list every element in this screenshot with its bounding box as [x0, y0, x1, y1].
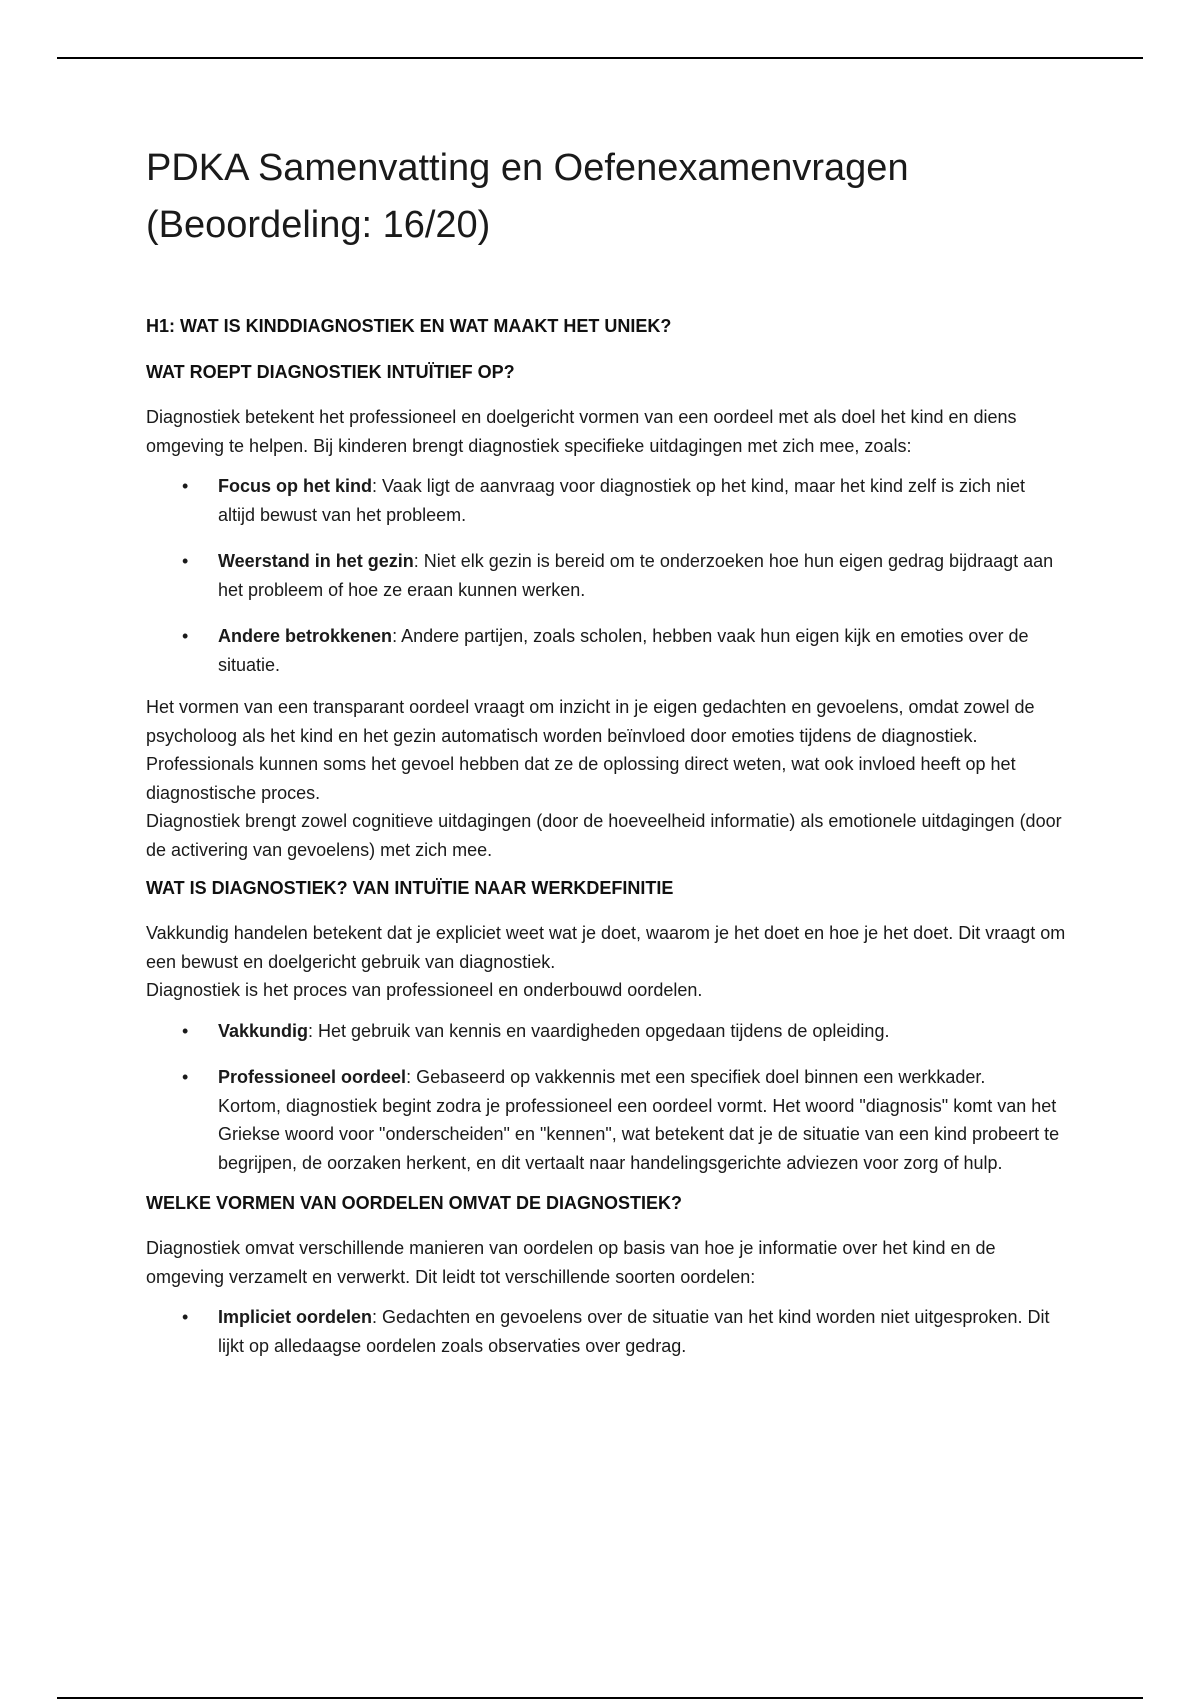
bullet-list — [146, 472, 1066, 679]
bullet-icon: • — [182, 551, 189, 571]
bullet-icon: • — [182, 476, 189, 496]
list-item — [146, 1017, 1066, 1046]
section-paragraph: Diagnostiek brengt zowel cognitieve uitdagingen (door de hoeveelheid informatie) als emotionele uitdagingen (door de activering van gevoelens) met zich mee. — [146, 811, 1062, 860]
list-item — [146, 547, 1066, 604]
bullet-text: : Gebaseerd op vakkennis met een specifiek doel binnen een werkkader. — [406, 1067, 986, 1087]
bullet-term: Weerstand in het gezin — [218, 551, 414, 571]
footer-rule — [57, 1697, 1143, 1699]
section-heading: WAT IS DIAGNOSTIEK? VAN INTUÏTIE NAAR WERKDEFINITIE — [146, 878, 674, 898]
list-item — [146, 472, 1066, 529]
bullet-text: : Gedachten en gevoelens over de situatie van het kind worden niet uitgesproken. Dit lijkt op alledaagse oordelen zoals observaties over gedrag. — [218, 1307, 1050, 1356]
list-item — [146, 1063, 1066, 1177]
bullet-term: Vakkundig — [218, 1020, 309, 1041]
bullet-icon: • — [182, 1020, 189, 1041]
bullet-list — [146, 1303, 1066, 1360]
bullet-continuation: Kortom, diagnostiek begint zodra je professioneel een oordeel vormt. Het woord "diagnosis" komt van het Griekse woord voor "onderscheiden" en "kennen", wat betekent dat je de situatie van een kind probeert te begrijpen, de oorzaken herkent, en dit vertaalt naar handelingsgerichte adviezen voor zorg of hulp. — [218, 1095, 1060, 1173]
bullet-text: : Niet elk gezin is bereid om te onderzoeken hoe hun eigen gedrag bijdraagt aan het probleem of hoe ze eraan kunnen werken. — [218, 551, 1054, 600]
bullet-text: : Het gebruik van kennis en vaardigheden opgedaan tijdens de opleiding. — [308, 1020, 890, 1041]
document-title — [146, 140, 1066, 254]
bullet-icon: • — [182, 626, 189, 646]
bullet-text: : Andere partijen, zoals scholen, hebben vaak hun eigen kijk en emoties over de situatie. — [218, 626, 1029, 675]
section-heading: WAT ROEPT DIAGNOSTIEK INTUÏTIEF OP? — [146, 362, 515, 382]
section-intro: Diagnostiek omvat verschillende manieren van oordelen op basis van hoe je informatie over het kind en de omgeving verzamelt en verwerkt. Dit leidt tot verschillende soorten oordelen: — [146, 1238, 996, 1287]
section-heading: WELKE VORMEN VAN OORDELEN OMVAT DE DIAGNOSTIEK? — [146, 1193, 683, 1213]
list-item — [146, 622, 1066, 679]
section-intro: Diagnostiek betekent het professioneel en doelgericht vormen van een oordeel met als doel het kind en diens omgeving te helpen. Bij kinderen brengt diagnostiek specifieke uitdagingen met zich mee, zoals: — [146, 407, 1017, 456]
bullet-term: Professioneel oordeel — [218, 1067, 407, 1087]
section-intro: Vakkundig handelen betekent dat je expliciet weet wat je doet, waarom je het doet en hoe je het doet. Dit vraagt om een bewust en doelgericht gebruik van diagnostiek. — [146, 923, 1066, 972]
bullet-icon: • — [182, 1067, 189, 1087]
bullet-term: Focus op het kind — [218, 476, 373, 496]
section-paragraph: Diagnostiek is het proces van professioneel en onderbouwd oordelen. — [146, 980, 703, 1000]
bullet-term: Andere betrokkenen — [218, 626, 393, 646]
title-line-1: PDKA Samenvatting en Oefenexamenvragen — [146, 147, 909, 189]
section-paragraph: Het vormen van een transparant oordeel vraagt om inzicht in je eigen gedachten en gevoelens, omdat zowel de psycholoog als het kind en het gezin automatisch worden beïnvloed door emoties tijdens de diagnostiek. Professionals kunnen soms het gevoel hebben dat ze de oplossing direct weten, wat ook invloed heeft op het diagnostische proces. — [146, 697, 1035, 803]
bullet-term: Impliciet oordelen — [218, 1307, 373, 1327]
bullet-icon: • — [182, 1307, 189, 1327]
header-rule — [57, 57, 1143, 59]
list-item — [146, 1303, 1066, 1360]
title-line-2: (Beoordeling: 16/20) — [146, 204, 491, 246]
bullet-list — [146, 1017, 1066, 1178]
bullet-text: : Vaak ligt de aanvraag voor diagnostiek op het kind, maar het kind zelf is zich niet altijd bewust van het probleem. — [218, 476, 1026, 525]
document-body — [146, 140, 1066, 1374]
chapter-heading: H1: WAT IS KINDDIAGNOSTIEK EN WAT MAAKT HET UNIEK? — [146, 316, 672, 336]
